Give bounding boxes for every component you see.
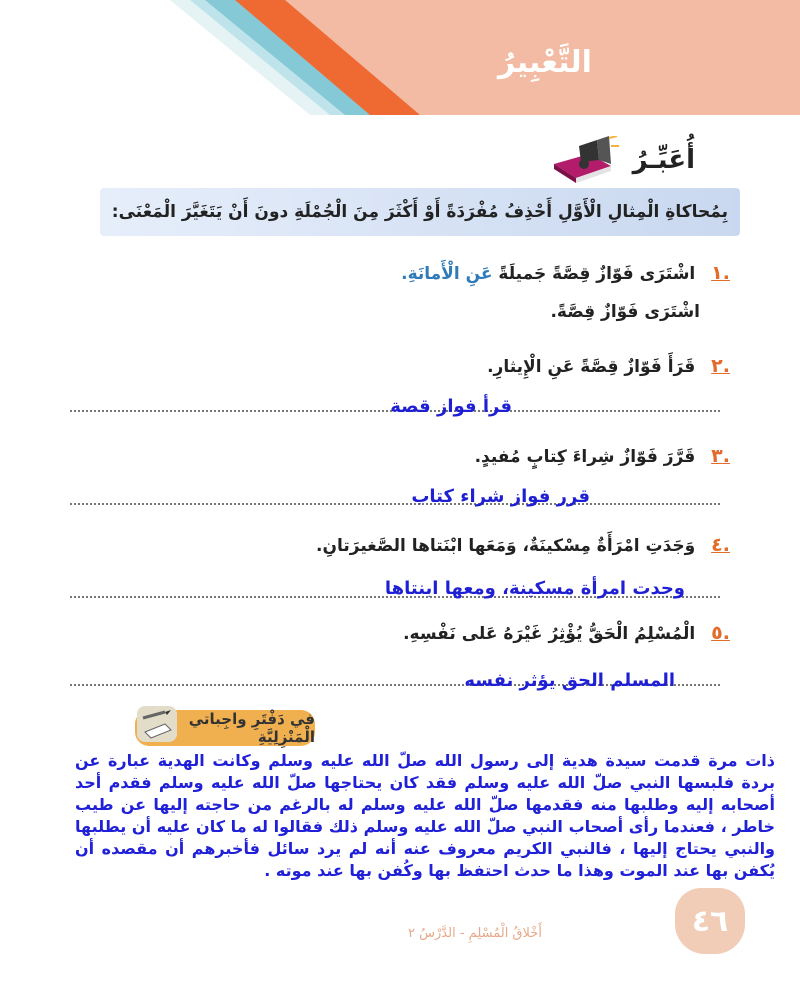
header-banner (0, 0, 800, 115)
page-number: ٤٦ (675, 888, 745, 954)
item-sentence: قَرَّرَ فَوّازٌ شِراءَ كِتابٍ مُفيدٍ. (474, 447, 696, 467)
handwritten-answer-4: وجدت امرأة مسكينة، ومعها ابنتاها (384, 578, 685, 599)
exercise-item-2 (100, 355, 730, 377)
item-number: .٣ (711, 445, 730, 467)
section-heading (495, 135, 695, 185)
item-number: .٥ (711, 622, 730, 644)
banner-shapes (0, 0, 800, 115)
instruction-text: بِمُحاكاةِ الْمِثالِ الْأَوَّلِ أَحْذِفُ مُفْرَدَةً أَوْ أَكْثَرَ مِنَ الْجُمْلَةِ دونَ أَنْ يَتَغَيَّرَ الْمَعْنَى: (100, 188, 740, 236)
lesson-footer: أَخْلاقُ الْمُسْلِمِ - الدَّرْسُ ٢ (408, 926, 542, 941)
item-highlight: عَنِ الْأَمانَةِ. (401, 264, 493, 284)
answer-line[interactable] (70, 503, 720, 505)
homework-label: في دَفْتَرِ واجِباتي الْمَنْزِلِيَّةِ (135, 710, 315, 746)
item-number: .٢ (711, 355, 730, 377)
exercise-item-3 (100, 445, 730, 467)
item-sentence: اشْتَرَى فَوّازٌ قِصَّةً جَميلَةً (498, 264, 696, 284)
homework-paragraph: ذات مرة قدمت سيدة هدية إلى رسول الله صلّ الله عليه وسلم وكانت الهدية عبارة عن بردة فلبسها النبي صلّ الله عليه وسلم فقد كان يحتاجها صلّ الله عليه وسلم فقدم أحد أصحابه إليه وطلبها منه فقدمها صلّ الله عليه وسلم له بالرغم من حاجته إليها عن طيب خاطر ، فعندما رأى أصحاب النبي صلّ الله عليه وسلم ذلك فقالوا له ما كان عليه أن يطلبها والنبي يحتاج إليها ، فالنبي الكريم معروف عنه أنه لم يرد سائل فأخبرهم أن مقصده أن يُكفن بها عند الموت وهذا ما حدث احتفظ بها وكُفن بها عند موته . (75, 751, 775, 880)
book-megaphone-icon (549, 136, 619, 184)
handwritten-answer-2: قرأ فواز قصة (390, 396, 512, 417)
example-answer: اشْتَرَى فَوّازٌ قِصَّةً. (550, 302, 700, 322)
item-sentence: وَجَدَتِ امْرَأَةٌ مِسْكينَةٌ، وَمَعَها ابْنَتاها الصَّغيرَتانِ. (316, 536, 696, 556)
exercise-item-5 (100, 622, 730, 644)
page-title: التَّعْبِيرُ (498, 45, 592, 80)
notebook-pencil-icon (135, 702, 179, 746)
exercise-item-1 (100, 262, 730, 284)
handwritten-answer-5: المسلم الحق يؤثر نفسه (464, 670, 675, 691)
item-number: .١ (711, 262, 730, 284)
item-sentence: الْمُسْلِمُ الْحَقُّ يُؤْثِرُ غَيْرَهُ عَلى نَفْسِهِ. (403, 624, 696, 644)
exercise-item-4 (100, 534, 730, 556)
item-sentence: قَرَأَ فَوّازٌ قِصَّةً عَنِ الْإِيثارِ. (487, 357, 696, 377)
handwritten-answer-3: قرر فواز شراء كتاب (411, 486, 590, 507)
item-number: .٤ (711, 534, 730, 556)
section-title: أُعَبِّـرُ (632, 145, 695, 175)
